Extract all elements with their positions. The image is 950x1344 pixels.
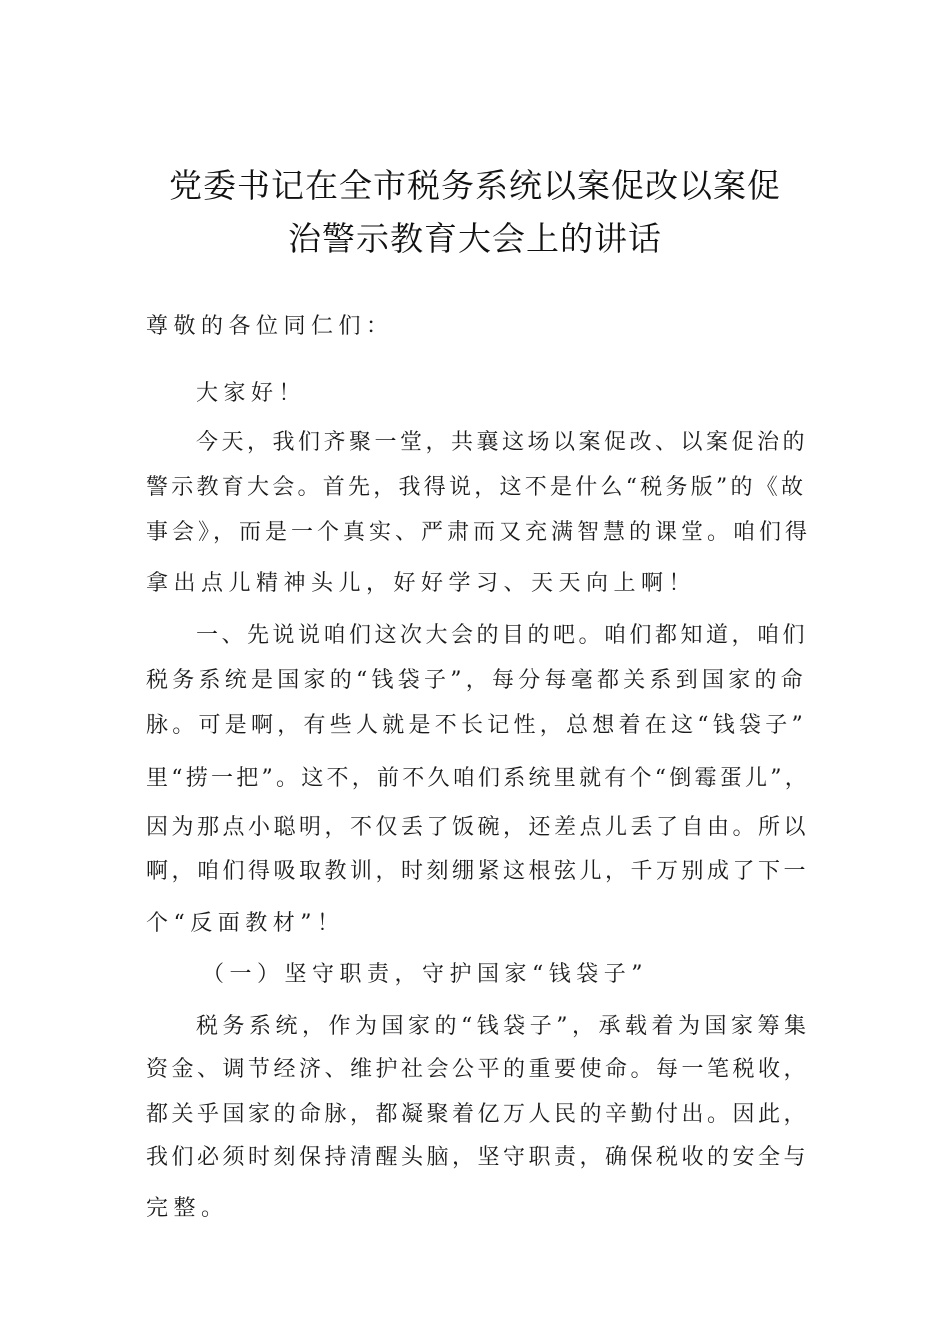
- title-line-2: 治警示教育大会上的讲话: [288, 219, 662, 258]
- paragraph-line: 个“反面教材”！: [146, 911, 345, 936]
- paragraph-line: 一、先说说咱们这次大会的目的吧。咱们都知道，咱们: [196, 623, 809, 648]
- paragraph-line: 都关乎国家的命脉，都凝聚着亿万人民的辛勤付出。因此，: [146, 1102, 810, 1127]
- salutation: 尊敬的各位同仁们：: [146, 314, 394, 339]
- paragraph-line: 拿出点儿精神头儿，好好学习、天天向上啊！: [146, 571, 697, 596]
- greeting: 大家好！: [196, 381, 307, 406]
- paragraph-line: 税务系统是国家的“钱袋子”，每分每毫都关系到国家的命: [146, 668, 807, 693]
- paragraph-line: 我们必须时刻保持清醒头脑，坚守职责，确保税收的安全与: [146, 1145, 810, 1170]
- paragraph-line: 因为那点小聪明，不仅丢了饭碗，还差点儿丢了自由。所以: [146, 815, 810, 840]
- paragraph-line: 警示教育大会。首先，我得说，这不是什么“税务版”的《故: [146, 475, 807, 500]
- title-line-1: 党委书记在全市税务系统以案促改以案促: [169, 166, 781, 205]
- paragraph-line: 事会》，而是一个真实、严肃而又充满智慧的课堂。咱们得: [146, 520, 812, 545]
- paragraph-line: 脉。可是啊，有些人就是不长记性，总想着在这“钱袋子”: [146, 713, 807, 738]
- paragraph-line: 啊，咱们得吸取教训，时刻绷紧这根弦儿，千万别成了下一: [146, 859, 810, 884]
- paragraph-line: 今天，我们齐聚一堂，共襄这场以案促改、以案促治的: [196, 430, 809, 455]
- paragraph-line: 里“捞一把”。这不，前不久咱们系统里就有个“倒霉蛋儿”，: [146, 766, 810, 791]
- paragraph-line: 完整。: [146, 1196, 229, 1221]
- paragraph-line: 税务系统，作为国家的“钱袋子”，承载着为国家筹集: [196, 1014, 811, 1039]
- paragraph-line: 资金、调节经济、维护社会公平的重要使命。每一笔税收，: [146, 1057, 810, 1082]
- section-heading: （一）坚守职责，守护国家“钱袋子”: [202, 962, 648, 987]
